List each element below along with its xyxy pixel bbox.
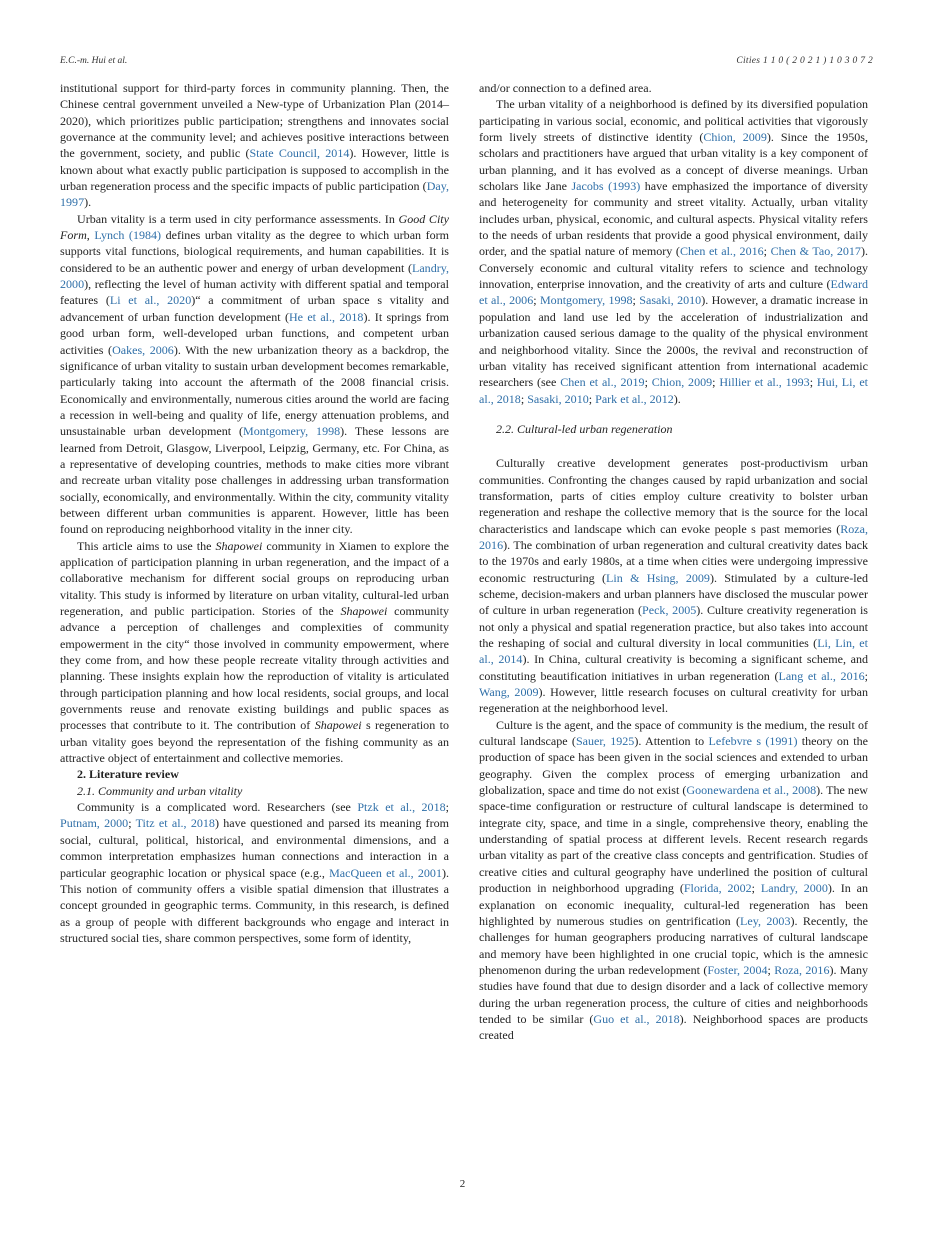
citation-link[interactable]: Guo et al., 2018 — [593, 1011, 680, 1026]
citation-link[interactable]: Park et al., 2012 — [595, 391, 674, 406]
left-paragraph-2: Urban vitality is a term used in city performance assessments. In Good City Form, Lynch (1984) defines urban vitality as the degree to which urban form supports vital functions, biological requirements, and human capabilities. It is considered to be an authentic power and energy of urban development (Landry, 2000), reflecting the level of human activity with different spatial and temporal features (Li et al., 2020)“ a commitment of urban space s vitality and advancement of urban function development (He et al., 2018). It springs from good urban form, well-developed urban functions, and competent urban activities (Oakes, 2006). With the new urbanization theory as a backdrop, the significance of urban vitality to sustain urban development becomes remarkable, particularly taking into account the aftermath of the 2008 financial crisis. Economically and environmentally, numerous cities around the world are facing a recession in well-being and quality of life, energy attenuation problems, and unsustainable urban development (Montgomery, 1998). These lessons are learned from Detroit, Glasgow, Liverpool, Leipzig, Germany, etc. For China, as a representative of developing countries, methods to make cities more vibrant and recreate urban vitality pose challenges in addressing urban transformation socially, economically, and environmentally. Within the city, community vitality between different urban communities is apparent. However, little has been found on reproducing neighborhood vitality in the inner city. — [60, 211, 450, 537]
citation-link[interactable]: Lang et al., 2016 — [778, 668, 865, 683]
citation-link[interactable]: Sasaki, 2010 — [639, 293, 702, 308]
header-journal-citation: Cities 1 1 0 ( 2 0 2 1 ) 1 0 3 0 7 2 — [736, 56, 873, 66]
citation-link[interactable]: Putnam, 2000 — [60, 816, 129, 831]
citation-link[interactable]: Hui, Li, et al., 2018 — [479, 375, 869, 406]
citation-link[interactable]: Sasaki, 2010 — [527, 391, 589, 406]
citation-link[interactable]: MacQueen et al., 2001 — [329, 865, 442, 880]
citation-link[interactable]: Foster, 2004 — [707, 962, 768, 977]
left-paragraph-1: institutional support for third-party forces in community planning. Then, the Chinese central government unveiled a New-type of Urbanization Plan (2014–2020), which prioritizes public participation; strengthens and innovates social governance at the community level; and achieves positive interactions between the government, society, and public (State Council, 2014). However, little is known about what exactly public participation is supposed to accomplish in the urban regeneration process and the specific impacts of public participation (Day, 1997). — [60, 81, 450, 210]
subsection-heading: 2.2. Cultural-led urban regeneration — [496, 421, 673, 436]
citation-link[interactable]: Lin & Hsing, 2009 — [606, 570, 710, 585]
page-number: 2 — [459, 1178, 466, 1190]
citation-link[interactable]: Lynch (1984) — [94, 228, 162, 243]
right-column — [479, 80, 868, 1044]
left-paragraph-3: This article aims to use the Shapowei community in Xiamen to explore the application of participation planning in urban regeneration, and the impact of a collaborative mechanism for different social groups on reproducing urban vitality. This study is informed by literature on urban vitality, cultural-led urban regeneration, and public participation. Stories of the Shapowei community advance a perception of challenges and complexities of community empowerment in the city“ those involved in community empowerment, where they come from, and how these people recreate vitality through activities and planning. These insights explain how the reproduction of vitality is articulated through participation planning and how local residents, social groups, and local governments reuse and renovate existing buildings and public spaces as processes that contribute to it. The contribution of Shapowei s regeneration to urban vitality goes beyond the representation of the fishing community as an attractive object of entertainment and collective memories. — [60, 538, 449, 766]
citation-link[interactable]: Day, 1997 — [60, 179, 449, 210]
citation-link[interactable]: Chion, 2009 — [651, 375, 713, 390]
right-paragraph-2: Culturally creative development generates post-productivism urban communities. Confronting the changes caused by rapid urbanization and social transformation, parts of cities employ culture creativity to bolster urban regeneration and reshape the collective memory that is the source for the local characteristics and landscape which can evoke people s past memories (Roza, 2016). The combination of urban regeneration and cultural creativity dates back to the 1970s and early 1980s, at a time when cities were undergoing impressive economic restructuring (Lin & Hsing, 2009). Stimulated by a culture-led scheme, decision-makers and urban planners have disclosed the muscular power of culture in urban regeneration (Peck, 2005). Culture creativity regeneration is not only a physical and spatial regeneration practice, but also takes into account the reshaping of social and cultural diversity in local communities (Li, Lin, et al., 2014). In China, cultural creativity is becoming a significant scheme, and constituting beautification initiatives in urban regeneration (Lang et al., 2016; Wang, 2009). However, little research focuses on cultural creativity for urban regeneration at the neighborhood level. — [479, 456, 869, 716]
header-authors: E.C.-m. Hui et al. — [60, 56, 128, 66]
citation-link[interactable]: Chen et al., 2019 — [560, 375, 645, 390]
citation-link[interactable]: Oakes, 2006 — [112, 342, 174, 357]
citation-link[interactable]: Goonewardena et al., 2008 — [686, 783, 817, 798]
subsection-heading: 2.1. Community and urban vitality — [77, 783, 243, 798]
citation-link[interactable]: Roza, 2016 — [774, 962, 830, 977]
citation-link[interactable]: Landry, 2000 — [760, 881, 828, 896]
citation-link[interactable]: Chen et al., 2016 — [679, 244, 764, 259]
citation-link[interactable]: Sauer, 1925 — [575, 734, 635, 749]
citation-link[interactable]: State Council, 2014 — [249, 146, 350, 161]
citation-link[interactable]: Edward et al., 2006 — [479, 277, 868, 308]
citation-link[interactable]: Wang, 2009 — [479, 685, 539, 700]
right-paragraph-1: The urban vitality of a neighborhood is defined by its diversified population participating in various social, economic, and political activities that vigorously form lively streets of distinctive identity (Chion, 2009). Since the 1950s, scholars and practitioners have argued that urban vitality is a key component of urban planning, and it has evolved as a concept of diverse meanings. Urban scholars like Jane Jacobs (1993) have emphasized the importance of diversity and heterogeneity for community and street vitality. Actually, urban vitality includes urban, physical, economic, and cultural aspects. Physical vitality refers to the needs of urban residents that provide a good physical environment, daily order, and the spatial nature of memory (Chen et al., 2016; Chen & Tao, 2017). Conversely economic and cultural vitality refers to science and technology innovation, enterprise innovation, and the creativity of arts and culture (Edward et al., 2006; Montgomery, 1998; Sasaki, 2010). However, a dramatic increase in population and land use led by the acceleration of industrialization and urbanization caused serious damage to the quality of the physical environment and neighborhood vitality. Since the 2000s, the revival and reconstruction of urban vitality has received significant attention from international academic researchers (see Chen et al., 2019; Chion, 2009; Hillier et al., 1993; Hui, Li, et al., 2018; Sasaki, 2010; Park et al., 2012). — [479, 97, 869, 406]
citation-link[interactable]: Landry, 2000 — [60, 260, 449, 292]
citation-link[interactable]: He et al., 2018 — [288, 309, 364, 324]
left-column — [60, 80, 449, 946]
citation-link[interactable]: Chion, 2009 — [703, 130, 767, 145]
citation-link[interactable]: Ptzk et al., 2018 — [357, 800, 446, 815]
citation-link[interactable]: Jacobs (1993) — [571, 179, 641, 194]
citation-link[interactable]: Chen & Tao, 2017 — [770, 244, 861, 259]
citation-link[interactable]: Montgomery, 1998 — [243, 424, 341, 439]
citation-link[interactable]: Titz et al., 2018 — [135, 816, 215, 831]
citation-link[interactable]: Roza, 2016 — [479, 521, 868, 552]
right-paragraph-3: Culture is the agent, and the space of community is the medium, the result of cultural landscape (Sauer, 1925). Attention to Lefebvre s (1991) theory on the production of space has been given in the social sciences and extended to urban geography. Given the complex process of emerging urbanization and globalization, space and time do not exist (Goonewardena et al., 2008). The new space-time configuration or restructure of cultural landscape is determined to integrate city, space, and time in a single, comprehensive theory, enabling the understanding of spatial process at different levels. Recent research regards urban vitality as part of the creative class concepts and gentrification. Studies of creative cities and cultural geography have underlined the position of cultural production in neighborhood upgrading (Florida, 2002; Landry, 2000). In an explanation on economic inequality, cultural-led regeneration has been highlighted by numerous studies on gentrification (Ley, 2003). Recently, the challenges for human geographers producing narratives of cultural landscape and memory have been highlighted in one crucial topic, which is the amnesic phenomenon during the urban redevelopment (Foster, 2004; Roza, 2016). Many studies have found that due to design disorder and a lack of collective memory during the urban regeneration process, the culture of cities and neighborhoods tended to be similar (Guo et al., 2018). Neighborhood spaces are products created — [479, 717, 869, 1043]
section-heading: 2. Literature review — [77, 767, 179, 782]
citation-link[interactable]: Hillier et al., 1993 — [719, 375, 810, 390]
citation-link[interactable]: Li et al., 2020 — [109, 293, 192, 308]
citation-link[interactable]: Lefebvre s (1991) — [708, 734, 798, 749]
citation-link[interactable]: Li, Lin, et al., 2014 — [479, 636, 868, 667]
left-paragraph-4: Community is a complicated word. Researchers (see Ptzk et al., 2018; Putnam, 2000; Titz et al., 2018) have questioned and parsed its meaning from social, cultural, political, historical, and environmental dimensions, and a common interpretation emphasizes human connections and interaction in a particular geographic location or physical space (e.g., MacQueen et al., 2001). This notion of community offers a visible spatial dimension that illustrates a concept grounded in geographic terms. Community, in this research, is defined as a group of people with different backgrounds who engage and interact in structured social ties, share common perspectives, some form of identity, — [60, 800, 449, 945]
citation-link[interactable]: Peck, 2005 — [642, 603, 697, 618]
citation-link[interactable]: Montgomery, 1998 — [539, 293, 633, 308]
citation-link[interactable]: Ley, 2003 — [740, 913, 791, 928]
citation-link[interactable]: Florida, 2002 — [683, 881, 752, 896]
right-paragraph-0: and/or connection to a defined area. — [479, 81, 652, 95]
